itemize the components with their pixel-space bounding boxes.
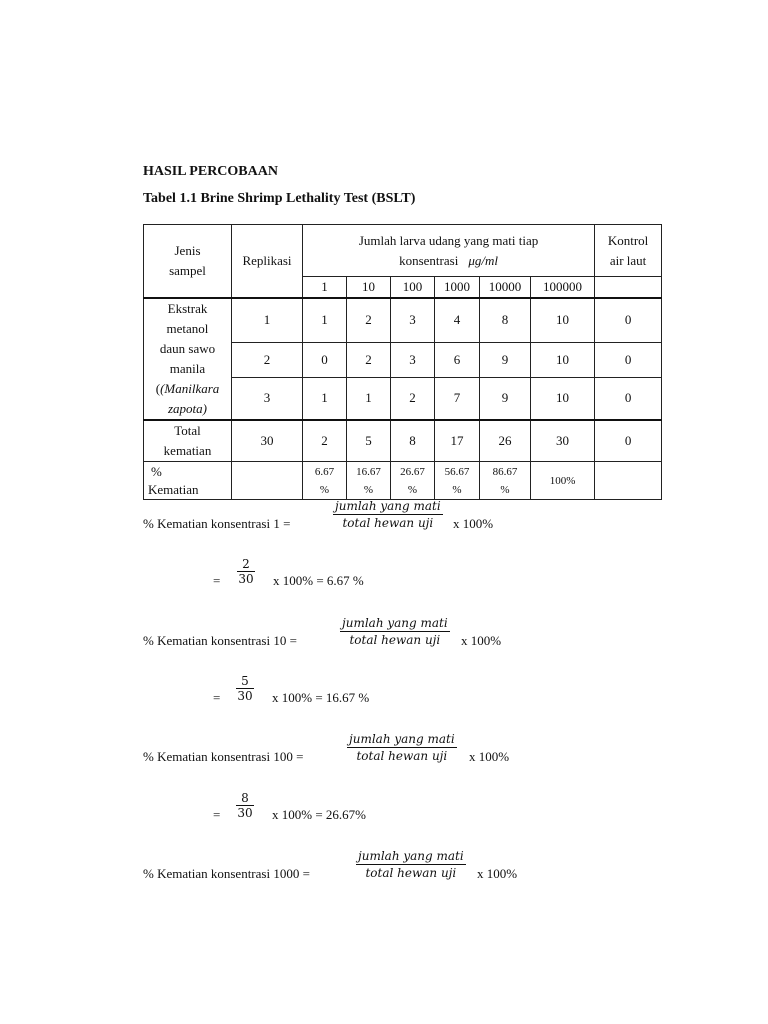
kontrol-cell: 0 (595, 377, 662, 420)
total-cell: 0 (595, 420, 662, 462)
total-cell: 8 (391, 420, 435, 462)
sample-name: Ekstrak metanol daun sawo manila ((Manilkara zapota) (144, 298, 232, 420)
total-label: Total kematian (144, 420, 232, 462)
conc-header: 100 (391, 277, 435, 299)
value-cell: 2 (347, 298, 391, 342)
percent-cell: 26.67 % (391, 462, 435, 500)
fraction-numeric: $\frac{8}{30}$ (237, 791, 253, 820)
bslt-table (143, 224, 662, 500)
fraction: jumlah yang mati total hewan uji (358, 849, 464, 880)
value-cell: 10 (531, 298, 595, 342)
value-cell: 1 (303, 298, 347, 342)
percent-cell: 86.67 % (480, 462, 531, 500)
fraction: jumlah yang mati total hewan uji (335, 499, 441, 530)
formula-result: x 100% = 26.67% (272, 807, 366, 822)
value-cell: 10 (531, 377, 595, 420)
value-cell: 7 (435, 377, 480, 420)
value-cell: 9 (480, 377, 531, 420)
conc-header: 10000 (480, 277, 531, 299)
fraction: jumlah yang mati total hewan uji (342, 616, 448, 647)
percent-label: % Kematian (144, 462, 232, 500)
equals-sign: = (213, 807, 221, 822)
percent-cell: 16.67 % (347, 462, 391, 500)
value-cell: 1 (303, 377, 347, 420)
value-cell: 10 (531, 342, 595, 377)
formula-result: x 100% = 16.67 % (272, 690, 370, 705)
conc-header: 1 (303, 277, 347, 299)
value-cell: 3 (391, 342, 435, 377)
formula-result: x 100% = 6.67 % (273, 573, 364, 588)
conc-header: 1000 (435, 277, 480, 299)
value-cell: 2 (347, 342, 391, 377)
total-cell: 30 (531, 420, 595, 462)
value-cell: 8 (480, 298, 531, 342)
conc-header-empty (595, 277, 662, 299)
total-cell: 5 (347, 420, 391, 462)
header-jumlah-larva: Jumlah larva udang yang mati tiap konsentrasi μg/ml (303, 225, 595, 277)
unit-label: μg/ml (468, 252, 498, 268)
value-cell: 1 (347, 377, 391, 420)
percent-row (144, 462, 662, 500)
percent-cell: 100% (531, 462, 595, 500)
table-title: Tabel 1.1 Brine Shrimp Lethality Test (BSLT) (143, 191, 416, 206)
fraction: jumlah yang mati total hewan uji (349, 732, 455, 763)
value-cell: 6 (435, 342, 480, 377)
percent-empty (595, 462, 662, 500)
header-jenis-sampel: Jenis sampel (144, 225, 232, 299)
header-replikasi: Replikasi (232, 225, 303, 299)
replikasi-cell: 2 (232, 342, 303, 377)
value-cell: 9 (480, 342, 531, 377)
formula-label: % Kematian konsentrasi 1000 = (143, 866, 310, 881)
fraction-numeric: $\frac{5}{30}$ (237, 674, 253, 703)
formula-label: % Kematian konsentrasi 10 = (143, 633, 297, 648)
total-cell: 2 (303, 420, 347, 462)
conc-header: 10 (347, 277, 391, 299)
replikasi-cell: 1 (232, 298, 303, 342)
formula-label: % Kematian konsentrasi 100 = (143, 749, 304, 764)
total-cell: 26 (480, 420, 531, 462)
value-cell: 4 (435, 298, 480, 342)
equals-sign: = (213, 690, 221, 705)
times-100: x 100% (477, 866, 518, 881)
fraction-numeric: $\frac{2}{30}$ (238, 557, 254, 586)
header-kontrol: Kontrol air laut (595, 225, 662, 277)
value-cell: 3 (391, 298, 435, 342)
value-cell: 2 (391, 377, 435, 420)
value-cell: 0 (303, 342, 347, 377)
total-cell: 17 (435, 420, 480, 462)
total-row (144, 420, 662, 462)
equals-sign: = (213, 573, 221, 588)
table-row (144, 298, 662, 342)
percent-cell: 56.67 % (435, 462, 480, 500)
times-100: x 100% (469, 749, 510, 764)
section-heading: HASIL PERCOBAAN (143, 164, 278, 179)
percent-cell: 6.67 % (303, 462, 347, 500)
kontrol-cell: 0 (595, 298, 662, 342)
kontrol-cell: 0 (595, 342, 662, 377)
total-cell: 30 (232, 420, 303, 462)
conc-header: 100000 (531, 277, 595, 299)
percent-empty (232, 462, 303, 500)
times-100: x 100% (453, 516, 494, 531)
replikasi-cell: 3 (232, 377, 303, 420)
formula-label: % Kematian konsentrasi 1 = (143, 516, 291, 531)
times-100: x 100% (461, 633, 502, 648)
